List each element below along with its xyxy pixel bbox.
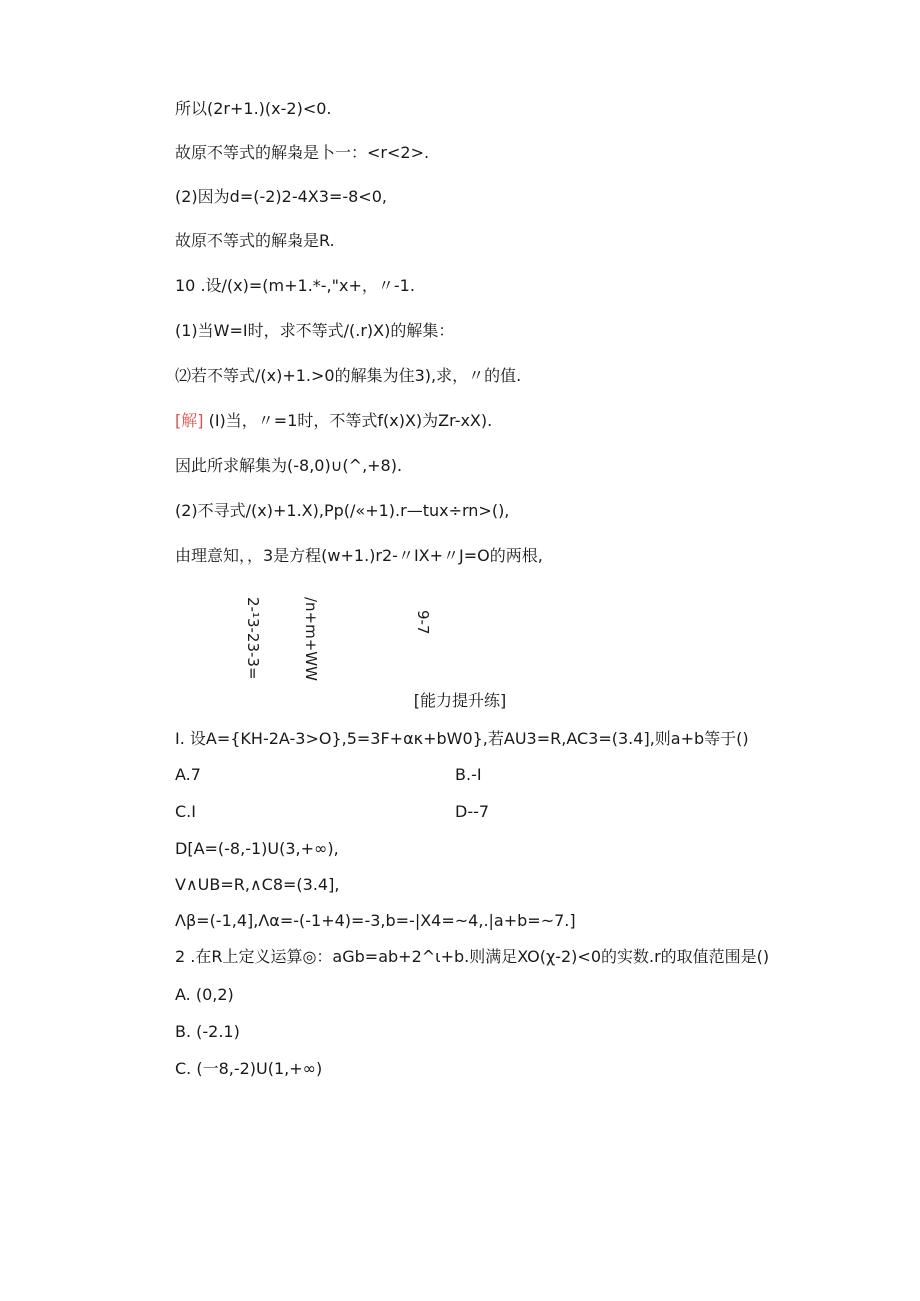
question-1-option-d: D--7 — [455, 802, 490, 821]
solution-line-2: 因此所求解集为(-8,0)∪(^,+8). — [175, 456, 403, 475]
question-1-option-a: A.7 — [175, 765, 201, 784]
solution-line-1 — [175, 410, 492, 432]
question-2-option-a: A. (0,2) — [175, 985, 234, 1004]
section-title: [能力提升练] — [413, 691, 507, 710]
problem-10-part-2: ⑵若不等式/(x)+1.>0的解集为住3),求，〃的值. — [175, 366, 522, 385]
problem-10-part-1: (1)当W=I时，求不等式/(.r)X)的解集： — [175, 321, 455, 340]
rotated-equation-right: 9-7 — [414, 610, 432, 635]
question-1-solution-1: D[A=(-8,-1)U(3,+∞), — [175, 839, 339, 858]
question-1-solution-2: V∧UB=R,∧C8=(3.4], — [175, 875, 340, 894]
question-1-stem: I. 设A={KH-2A-3>O},5=3F+ακ+bW0},若AU3=R,AC3=(3.4],则a+b等于() — [175, 729, 749, 748]
text-line-2: 故原不等式的解枭是卜一：<r<2>. — [175, 143, 430, 162]
text-line-3: (2)因为d=(-2)2-4X3=-8<0, — [175, 187, 387, 206]
question-2-stem: 2 .在R上定义运算◎：aGb=ab+2^ι+b.则满足XO(χ-2)<0的实数.r的取值范围是() — [175, 947, 770, 966]
rotated-equation-left: 2-¹3-23-3= — [244, 597, 262, 680]
question-2-option-b: B. (-2.1) — [175, 1022, 240, 1041]
text-line-1: 所以(2r+1.)(x-2)<0. — [175, 99, 332, 118]
question-1-option-b: B.-I — [455, 765, 482, 784]
solution-tag: [解] — [175, 411, 204, 430]
solution-line-3: (2)不寻式/(x)+1.X),Pp(/«+1).r—tux÷rn>(), — [175, 501, 510, 520]
rotated-equation-mid: /n+m+WW — [302, 597, 320, 681]
solution-line-1-text: (I)当，〃=1时，不等式f(x)X)为Zr-xX). — [208, 411, 493, 430]
question-1-solution-3: Λβ=(-1,4],Λα=-(-1+4)=-3,b=-|X4=~4,.|a+b=~7.] — [175, 911, 576, 930]
text-line-4: 故原不等式的解枭是R. — [175, 231, 335, 250]
question-2-option-c: C. (一8,-2)U(1,+∞) — [175, 1059, 323, 1078]
problem-10-stem: 10 .设/(x)=(m+1.*-,"x+，〃-1. — [175, 276, 415, 295]
solution-line-4: 由理意知，，3是方程(w+1.)r2-〃IX+〃J=O的两根, — [175, 546, 543, 565]
question-1-option-c: C.I — [175, 802, 196, 821]
